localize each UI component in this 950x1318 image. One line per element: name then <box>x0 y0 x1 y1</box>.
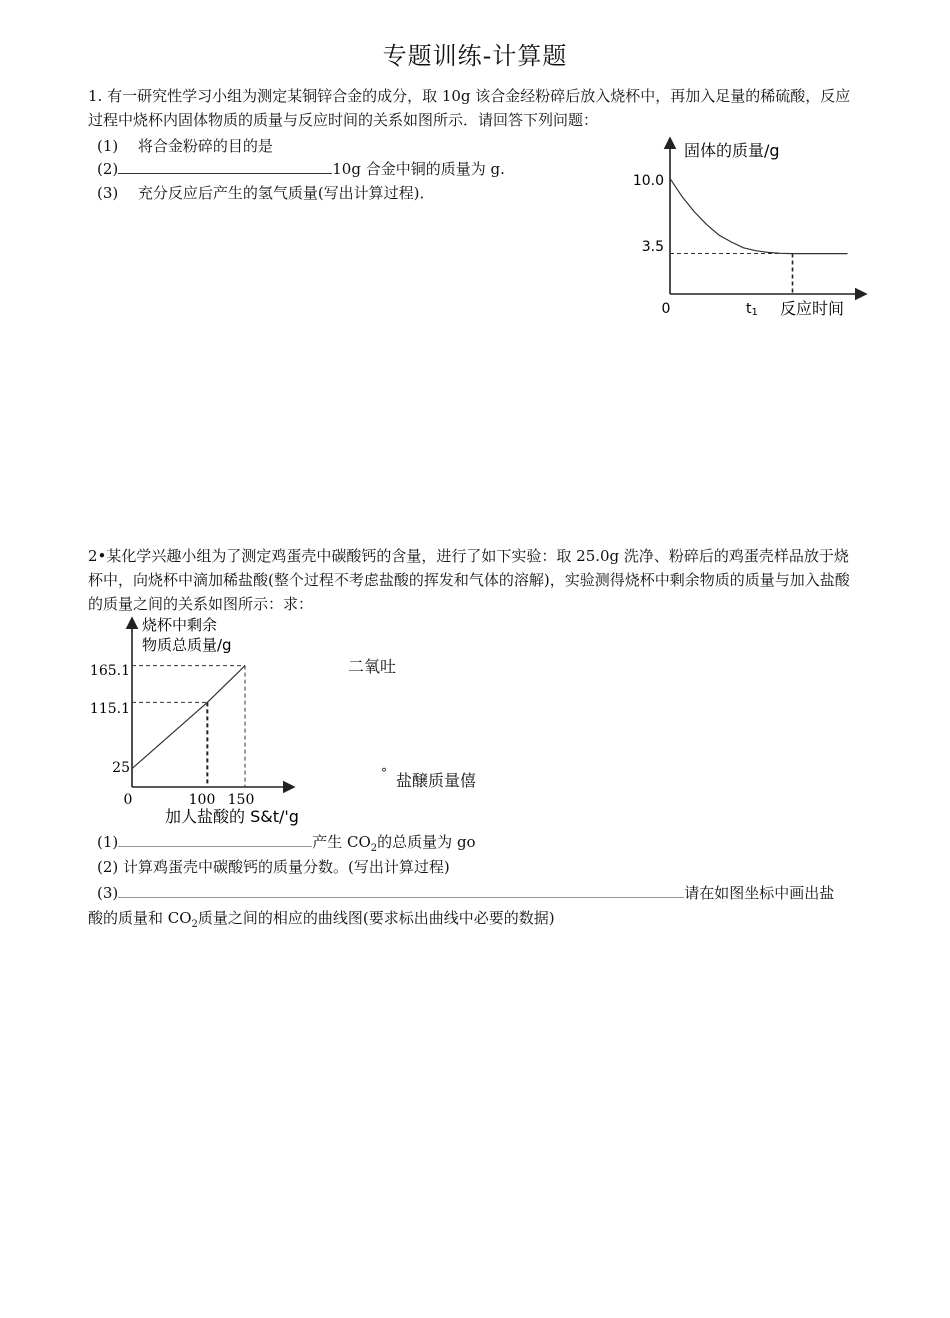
q2-answer-blank-1[interactable] <box>118 830 312 847</box>
question-1-stem: 1. 有一研究性学习小组为测定某铜锌合金的成分，取 10g 该合金经粉碎后放入烧杯中，再加入足量的稀硫酸，反应过程中烧杯内固体物质的质量与反应时间的关系如图所示．请回答下列问题： <box>88 87 851 129</box>
q2-part-2-text: 计算鸡蛋壳中碳酸钙的质量分数。(写出计算过程) <box>123 858 450 876</box>
chart-remaining-mass-vs-acid <box>89 612 330 830</box>
q2-answer-blank-3[interactable] <box>118 881 684 898</box>
chart2-y-tick-165-1: 165.1 <box>89 663 130 679</box>
q2-side-degree: ° <box>381 766 387 780</box>
q1-part-1-text: 将合金粉碎的目的是 <box>137 137 273 155</box>
page-title: 专题训练-计算题 <box>382 42 568 70</box>
q2-part-2-number: (2) <box>97 858 119 876</box>
chart1-y-tick-3-5: 3.5 <box>641 239 664 255</box>
q2-side-label-1: 二氧吐 <box>348 657 397 676</box>
q1-answer-blank[interactable] <box>118 157 332 174</box>
q2-part-3-line2-sub: 2 <box>191 919 198 930</box>
q2-part-3-continued <box>88 906 555 937</box>
chart1-x-tick-t1: t1 <box>746 301 758 318</box>
q1-part-1 <box>97 134 273 158</box>
chart2-y-axis-label-line2: 物质总质量/g <box>142 636 232 654</box>
chart1-x-axis-label: 反应时间 <box>780 299 845 318</box>
chart2-series-line <box>132 666 245 769</box>
q2-part-2 <box>97 855 450 879</box>
q1-part-2 <box>97 157 505 181</box>
chart2-y-tick-115-1: 115.1 <box>89 701 130 717</box>
chart1-origin-label: 0 <box>661 301 671 317</box>
q2-part-1-number: (1) <box>97 833 119 851</box>
chart1-series-line <box>670 178 848 253</box>
q1-part-2-text: 10g 合金中铜的质量为 g. <box>332 160 505 178</box>
q2-part-3-text: 请在如图坐标中画出盐 <box>684 884 835 902</box>
question-2-stem: 2•某化学兴趣小组为了测定鸡蛋壳中碳酸钙的含量，进行了如下实验：取 25.0g 洗净、粉碎后的鸡蛋壳样品放于烧杯中，向烧杯中滴加稀盐酸(整个过程不考虑盐酸的挥发和气体的溶解)，实验测得烧杯中剩余物质的质量与加入盐酸的质量之间的关系如图所示：求： <box>88 547 850 613</box>
q2-part-3-number: (3) <box>97 884 119 902</box>
chart2-y-tick-25: 25 <box>112 760 130 776</box>
q2-part-3-line2-pre: 酸的质量和 CO <box>88 909 192 927</box>
q1-part-1-number: (1) <box>97 137 119 155</box>
chart1-y-tick-10: 10.0 <box>632 173 664 189</box>
q2-part-1-sub: 2 <box>370 843 378 854</box>
chart2-x-tick-150: 150 <box>227 792 255 808</box>
chart2-origin-label: 0 <box>123 792 133 808</box>
q1-part-3-number: (3) <box>97 184 119 202</box>
q2-part-1-pre: 产生 CO <box>312 833 371 851</box>
q2-part-1-post: 的总质量为 go <box>377 833 476 851</box>
q2-part-3-line2-post: 质量之间的相应的曲线图(要求标出曲线中必要的数据) <box>197 909 555 927</box>
q1-part-2-number: (2) <box>97 160 119 178</box>
chart2-y-axis-label-line1: 烧杯中剩余 <box>142 616 218 634</box>
chart2-x-axis-label: 加人盐酸的 S&t/'g <box>165 807 299 826</box>
chart-solid-mass-vs-time <box>620 130 880 325</box>
q1-part-3-text: 充分反应后产生的氢气质量(写出计算过程)． <box>137 184 435 202</box>
q2-part-3 <box>97 881 834 905</box>
chart1-y-axis-label: 固体的质量/g <box>684 141 780 160</box>
q1-part-3 <box>97 181 435 205</box>
chart2-x-tick-100: 100 <box>188 792 216 808</box>
q2-side-label-2: 盐醸质量僖 <box>396 771 477 790</box>
